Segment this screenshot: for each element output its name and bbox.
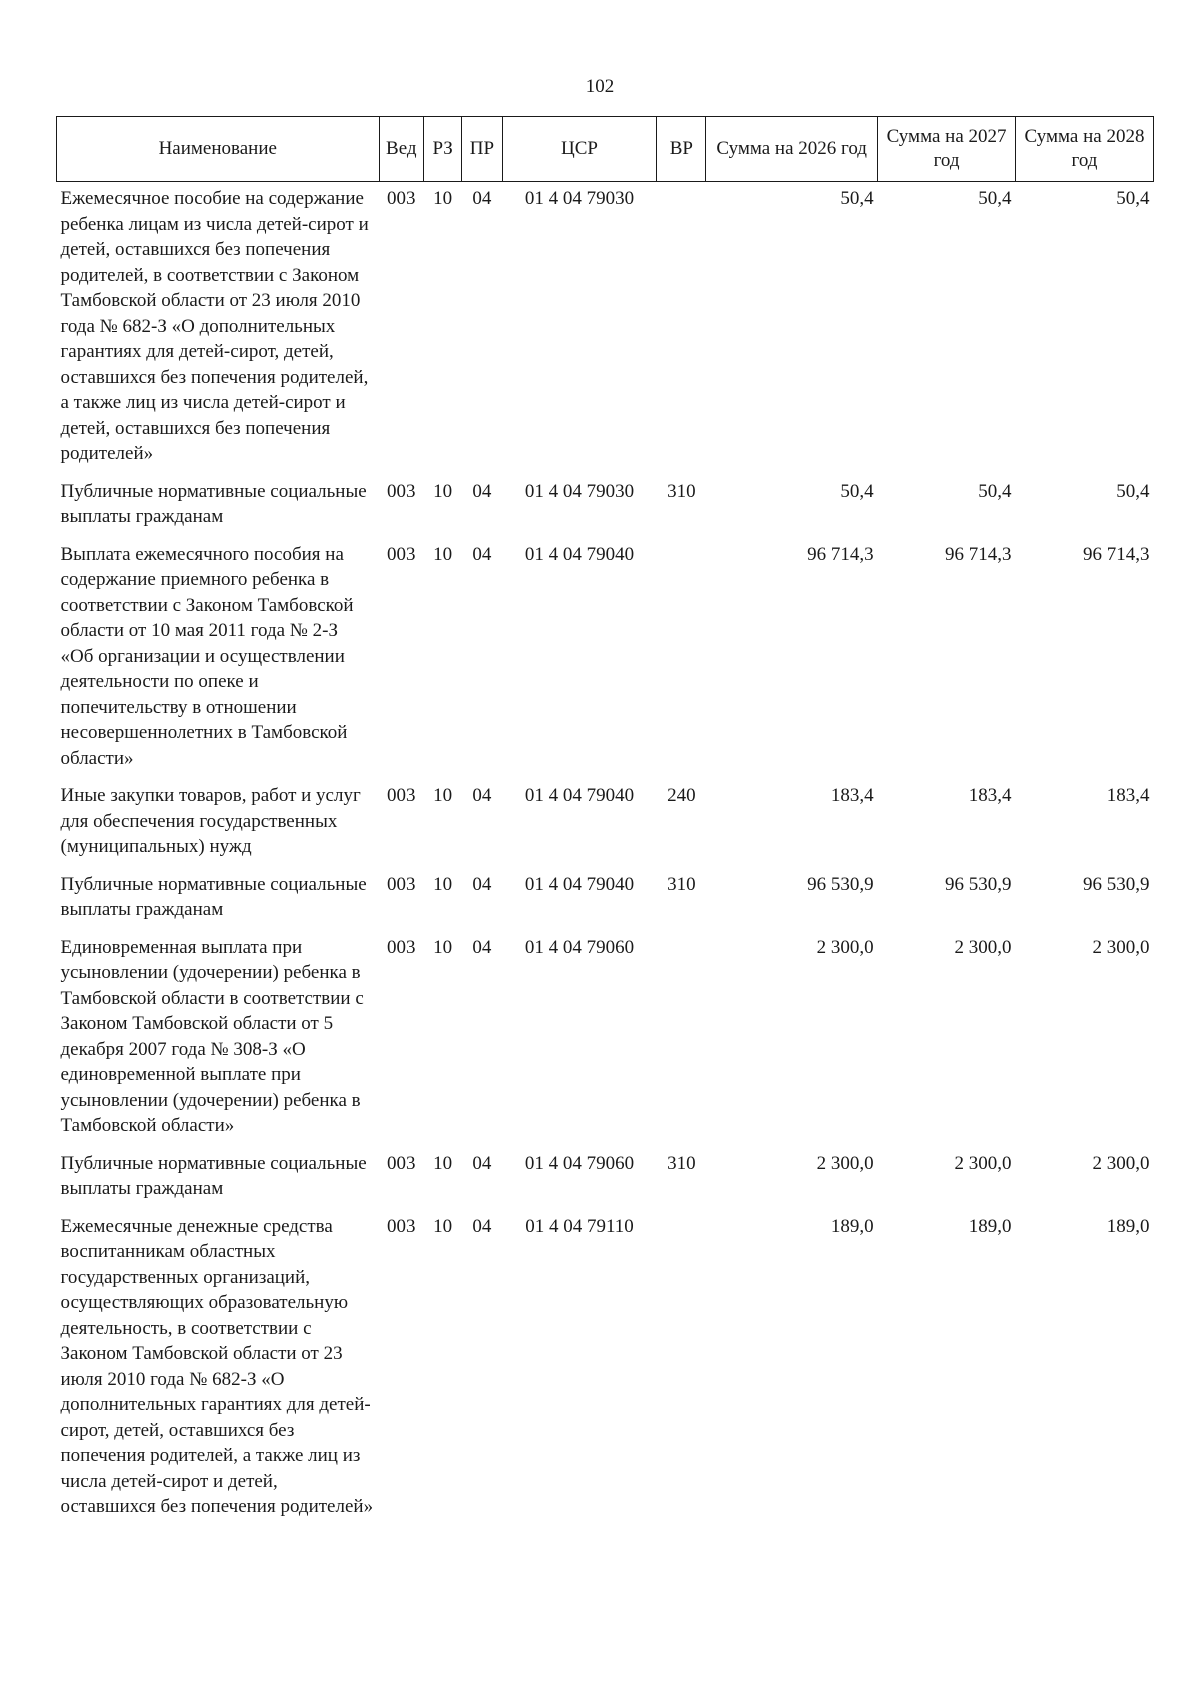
header-sum-2027: Сумма на 2027 год bbox=[878, 117, 1016, 182]
row-pr: 04 bbox=[472, 188, 492, 209]
header-ved: Вед bbox=[379, 117, 424, 182]
row-sum-2027: 2 300,0 bbox=[954, 936, 1012, 958]
row-rz: 10 bbox=[433, 480, 453, 502]
row-ved: 003 bbox=[387, 1215, 416, 1237]
row-sum-2027: 183,4 bbox=[968, 785, 1012, 806]
row-pr: 04 bbox=[472, 1215, 492, 1237]
row-sum-2028: 183,4 bbox=[1106, 785, 1150, 806]
row-pr: 04 bbox=[472, 543, 492, 565]
row-sum-2027: 96 530,9 bbox=[945, 873, 1012, 895]
row-vr bbox=[657, 1210, 706, 1528]
row-sum-2026: 2 300,0 bbox=[816, 936, 874, 958]
row-sum-2028: 189,0 bbox=[1106, 1215, 1150, 1237]
row-rz: 10 bbox=[433, 188, 453, 209]
row-name: Публичные нормативные социальные выплаты гражданам bbox=[60, 480, 367, 527]
row-csr: 01 4 04 79060 bbox=[524, 936, 635, 958]
row-vr bbox=[657, 538, 706, 780]
row-ved: 003 bbox=[387, 1152, 416, 1174]
row-sum-2027: 189,0 bbox=[968, 1215, 1012, 1237]
row-sum-2026: 96 714,3 bbox=[807, 543, 874, 565]
table-row bbox=[57, 1147, 1154, 1210]
row-pr: 04 bbox=[472, 936, 492, 958]
header-sum-2026: Сумма на 2026 год bbox=[706, 117, 878, 182]
row-rz: 10 bbox=[433, 1152, 453, 1174]
budget-table bbox=[56, 116, 1154, 1528]
row-csr: 01 4 04 79040 bbox=[524, 873, 635, 895]
row-rz: 10 bbox=[433, 785, 453, 806]
header-name: Наименование bbox=[57, 117, 380, 182]
row-ved: 003 bbox=[387, 873, 416, 895]
row-sum-2026: 50,4 bbox=[840, 188, 874, 209]
row-sum-2028: 96 714,3 bbox=[1083, 543, 1150, 565]
header-csr: ЦСР bbox=[502, 117, 657, 182]
row-rz: 10 bbox=[433, 936, 453, 958]
row-sum-2028: 50,4 bbox=[1116, 480, 1150, 502]
row-name: Ежемесячные денежные средства воспитанникам областных государственных организаций, осуществляющих образовательную деятельность, в соответствии с Законом Тамбовской области от 23 июля 2010 года № 682-З «О дополнительных гарантиях для детей-сирот, детей, оставшихся без попечения родителей, а также лиц из числа детей-сирот и детей, оставшихся без попечения родителей» bbox=[60, 1215, 374, 1517]
row-pr: 04 bbox=[472, 873, 492, 895]
row-pr: 04 bbox=[472, 480, 492, 502]
row-csr: 01 4 04 79040 bbox=[524, 543, 635, 565]
row-rz: 10 bbox=[433, 1215, 453, 1237]
row-csr: 01 4 04 79030 bbox=[524, 188, 635, 209]
row-csr: 01 4 04 79110 bbox=[525, 1215, 634, 1237]
row-sum-2026: 2 300,0 bbox=[816, 1152, 874, 1174]
table-row bbox=[57, 182, 1154, 475]
row-sum-2028: 2 300,0 bbox=[1092, 936, 1150, 958]
row-csr: 01 4 04 79040 bbox=[524, 785, 635, 806]
table-body bbox=[57, 182, 1154, 1528]
row-sum-2026: 189,0 bbox=[830, 1215, 874, 1237]
row-name: Иные закупки товаров, работ и услуг для обеспечения государственных (муниципальных) нужд bbox=[60, 785, 361, 857]
table-row bbox=[57, 538, 1154, 780]
row-sum-2026: 183,4 bbox=[830, 785, 874, 806]
row-rz: 10 bbox=[433, 873, 453, 895]
page-number: 102 bbox=[585, 76, 615, 97]
row-vr bbox=[657, 182, 706, 475]
row-ved: 003 bbox=[387, 936, 416, 958]
row-pr: 04 bbox=[472, 785, 492, 806]
table-row bbox=[57, 1210, 1154, 1528]
row-sum-2027: 96 714,3 bbox=[945, 543, 1012, 565]
row-sum-2026: 50,4 bbox=[840, 480, 874, 502]
row-vr: 310 bbox=[667, 873, 696, 895]
row-name: Ежемесячное пособие на содержание ребенка лицам из числа детей-сирот и детей, оставшихся без попечения родителей, в соответствии с Законом Тамбовской области от 23 июля 2010 года № 682-З «О дополнительных гарантиях для детей-сирот, детей, оставшихся без попечения родителей, а также лиц из числа детей-сирот и детей, оставшихся без попечения родителей» bbox=[60, 188, 369, 464]
row-sum-2026: 96 530,9 bbox=[807, 873, 874, 895]
row-vr: 310 bbox=[667, 1152, 696, 1174]
table-row bbox=[57, 779, 1154, 868]
row-pr: 04 bbox=[472, 1152, 492, 1174]
row-sum-2028: 2 300,0 bbox=[1092, 1152, 1150, 1174]
row-rz: 10 bbox=[433, 543, 453, 565]
row-ved: 003 bbox=[387, 543, 416, 565]
row-name: Публичные нормативные социальные выплаты гражданам bbox=[60, 873, 367, 920]
header-vr: ВР bbox=[657, 117, 706, 182]
table-row bbox=[57, 931, 1154, 1147]
table-header-row bbox=[57, 117, 1154, 182]
row-sum-2027: 50,4 bbox=[978, 480, 1012, 502]
row-name: Выплата ежемесячного пособия на содержание приемного ребенка в соответствии с Законом Тамбовской области от 10 мая 2011 года № 2-З «Об организации и осуществлении деятельности по опеке и попечительству в отношении несовершеннолетних в Тамбовской области» bbox=[60, 543, 354, 769]
row-ved: 003 bbox=[387, 785, 416, 806]
row-csr: 01 4 04 79030 bbox=[524, 480, 635, 502]
row-name: Единовременная выплата при усыновлении (удочерении) ребенка в Тамбовской области в соответствии с Законом Тамбовской области от 5 декабря 2007 года № 308-З «О единовременной выплате при усыновлении (удочерении) ребенка в Тамбовской области» bbox=[60, 936, 364, 1136]
row-vr: 240 bbox=[667, 785, 696, 806]
table-row bbox=[57, 475, 1154, 538]
header-sum-2028: Сумма на 2028 год bbox=[1016, 117, 1154, 182]
row-sum-2028: 96 530,9 bbox=[1083, 873, 1150, 895]
row-ved: 003 bbox=[387, 188, 416, 209]
header-pr: ПР bbox=[462, 117, 502, 182]
row-sum-2027: 50,4 bbox=[978, 188, 1012, 209]
row-ved: 003 bbox=[387, 480, 416, 502]
row-sum-2027: 2 300,0 bbox=[954, 1152, 1012, 1174]
header-rz: РЗ bbox=[424, 117, 462, 182]
table-row bbox=[57, 868, 1154, 931]
row-name: Публичные нормативные социальные выплаты гражданам bbox=[60, 1152, 367, 1199]
row-csr: 01 4 04 79060 bbox=[524, 1152, 635, 1174]
row-vr: 310 bbox=[667, 480, 696, 502]
row-vr bbox=[657, 931, 706, 1147]
row-sum-2028: 50,4 bbox=[1116, 188, 1150, 209]
